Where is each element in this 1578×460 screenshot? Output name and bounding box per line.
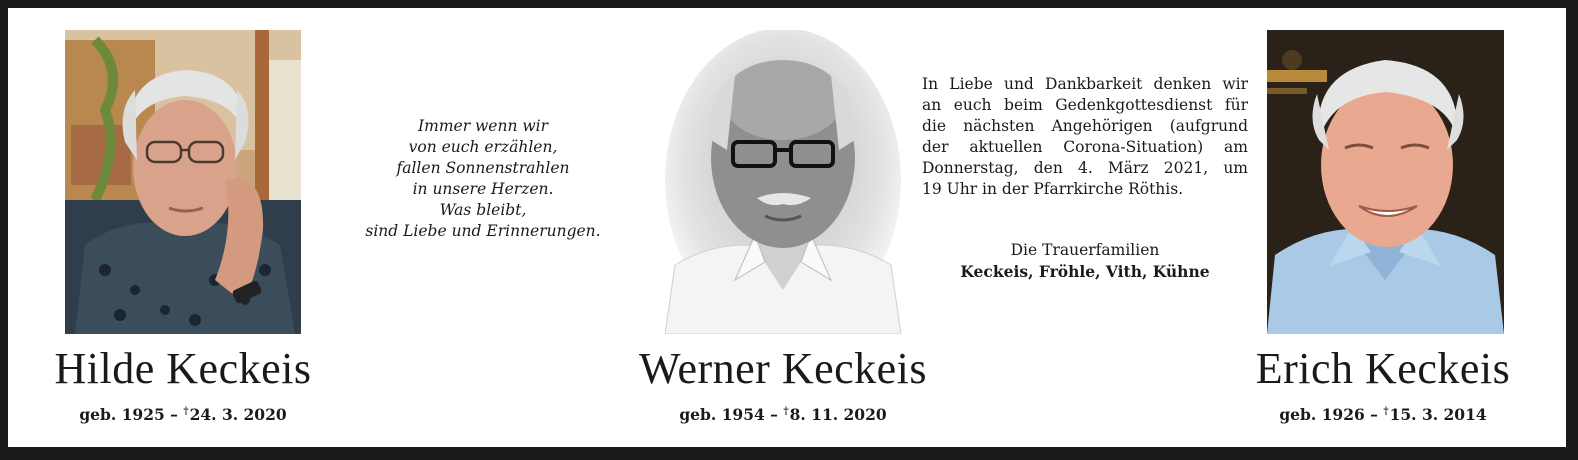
mourning-families [922, 240, 1248, 282]
obituary-notice [8, 8, 1566, 447]
notice-line: der aktuellen Corona-Situation) am [922, 138, 1248, 156]
memorial-poem [353, 116, 613, 242]
death-date: 24. 3. 2020 [189, 405, 287, 424]
birth-text: geb. 1926 – [1279, 405, 1378, 424]
life-dates-erich [1223, 402, 1543, 425]
birth-text: geb. 1954 – [679, 405, 778, 424]
cross-icon: † [783, 406, 789, 417]
portrait-photo-werner [665, 30, 901, 334]
birth-text: geb. 1925 – [79, 405, 178, 424]
portrait-photo-hilde [65, 30, 301, 334]
notice-line: an euch beim Gedenkgottesdienst für [922, 96, 1248, 114]
poem-line: von euch erzählen, [408, 138, 558, 156]
poem-line: Immer wenn wir [418, 117, 548, 135]
poem-line: fallen Sonnenstrahlen [396, 159, 570, 177]
poem-line: Was bleibt, [439, 201, 527, 219]
poem-line: sind Liebe und Erinnerungen. [365, 222, 601, 240]
death-date: 15. 3. 2014 [1389, 405, 1487, 424]
notice-line: In Liebe und Dankbarkeit denken wir [922, 75, 1248, 93]
deceased-name-hilde: Hilde Keckeis [54, 344, 312, 393]
death-date: 8. 11. 2020 [789, 405, 887, 424]
notice-line: Donnerstag, den 4. März 2021, um [922, 159, 1248, 177]
poem-line: in unsere Herzen. [412, 180, 554, 198]
cross-icon: † [183, 406, 189, 417]
families-intro: Die Trauerfamilien [1010, 241, 1160, 259]
families-names: Keckeis, Fröhle, Vith, Kühne [960, 262, 1210, 281]
portrait-photo-erich [1267, 30, 1504, 334]
deceased-name-werner: Werner Keckeis [638, 344, 928, 393]
notice-line: 19 Uhr in der Pfarrkirche Röthis. [922, 180, 1184, 198]
deceased-name-erich: Erich Keckeis [1255, 344, 1511, 393]
cross-icon: † [1383, 406, 1389, 417]
life-dates-hilde [18, 402, 348, 425]
notice-line: die nächsten Angehörigen (aufgrund [922, 117, 1248, 135]
memorial-service-notice [922, 74, 1248, 200]
life-dates-werner [603, 402, 963, 425]
